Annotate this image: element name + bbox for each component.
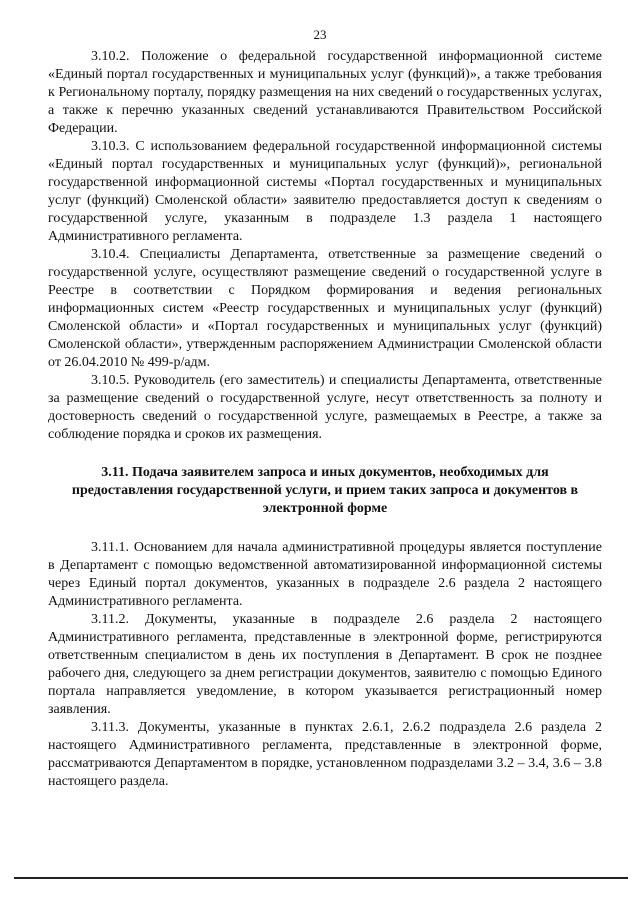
paragraph-3-10-2: 3.10.2. Положение о федеральной государственной информационной системе «Единый портал государственных и муниципальных услуг (функций)», а также требования к Региональному порталу, порядку размещения на них сведений о государственных услугах, а также к перечню указанных сведений устанавливаются Правительством Российской Федерации. xyxy=(48,49,602,136)
paragraph-3-11-1: 3.11.1. Основанием для начала административной процедуры является поступление в Департамент с помощью ведомственной автоматизированной информационной системы через Единый портал документов, указанных в подразделе 2.6 раздела 2 настоящего Административного регламента. xyxy=(48,540,602,609)
paragraph-3-10-5: 3.10.5. Руководитель (его заместитель) и специалисты Департамента, ответственные за размещение сведений о государственной услуге, несут ответственность за полноту и достоверность сведений о государственной услуге, размещаемых в Реестре, а также за соблюдение порядка и сроков их размещения. xyxy=(48,373,602,442)
document-body xyxy=(48,48,602,791)
page-number: 23 xyxy=(313,27,327,42)
paragraph-3-10-3: 3.10.3. С использованием федеральной государственной информационной системы «Единый портал государственных и муниципальных услуг (функций)», региональной государственной информационной системы «Портал государственных и муниципальных услуг (функций) Смоленской области» заявителю предоставляется доступ к сведениям о государственной услуге, указанным в подразделе 1.3 раздела 1 настоящего Административного регламента. xyxy=(48,139,602,244)
paragraph-3-10-4: 3.10.4. Специалисты Департамента, ответственные за размещение сведений о государственной услуге, осуществляют размещение сведений о государственной услуге в Реестре в соответствии с Порядком формирования и ведения региональных информационных систем «Реестр государственных и муниципальных услуг (функций) Смоленской области» и «Портал государственных и муниципальных услуг (функций) Смоленской области», утвержденным распоряжением Администрации Смоленской области от 26.04.2010 № 499-р/адм. xyxy=(48,247,602,370)
paragraph-3-11-3: 3.11.3. Документы, указанные в пунктах 2.6.1, 2.6.2 подраздела 2.6 раздела 2 настоящего Административного регламента, представленные в электронной форме, рассматриваются Департаментом в порядке, установленном подразделами 3.2 – 3.4, 3.6 – 3.8 настоящего раздела. xyxy=(48,720,602,789)
section-title-3-11: 3.11. Подача заявителем запроса и иных документов, необходимых для предоставления государственной услуги, и прием таких запроса и документов в электронной форме xyxy=(71,465,579,516)
paragraph-3-11-2: 3.11.2. Документы, указанные в подразделе 2.6 раздела 2 настоящего Административного регламента, представленные в электронной форме, регистрируются ответственным специалистом в день их поступления в Департамент. В срок не позднее рабочего дня, следующего за днем регистрации документов, заявителю с помощью Единого портала направляется уведомление, в котором указывается регистрационный номер заявления. xyxy=(48,612,602,717)
bottom-rule xyxy=(14,877,628,879)
